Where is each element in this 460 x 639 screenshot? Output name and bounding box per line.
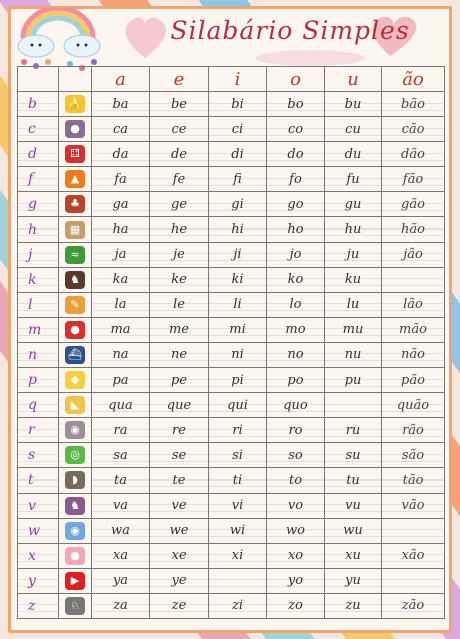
syllable-cell: va (92, 493, 150, 518)
syllable-cell (209, 568, 267, 593)
syllable-cell: gi (209, 192, 267, 217)
syllable-cell: we (150, 518, 209, 543)
picture-cell (59, 342, 92, 367)
zebra-icon: ♘ (65, 597, 85, 615)
consonant-cell: c (18, 117, 59, 142)
picture-cell (59, 393, 92, 418)
picture-cell (59, 568, 92, 593)
syllable-cell: fe (150, 167, 209, 192)
vowel-header-4: i (209, 67, 267, 92)
syllable-cell: to (267, 468, 325, 493)
syllable-cell (382, 267, 445, 292)
syllable-cell: no (267, 342, 325, 367)
syllable-cell: zão (382, 593, 445, 618)
consonant-cell: w (18, 518, 59, 543)
syllable-cell: ce (150, 117, 209, 142)
syllable-cell: nu (325, 342, 382, 367)
syllable-cell: ja (92, 242, 150, 267)
consonant-cell: t (18, 468, 59, 493)
consonant-cell: l (18, 292, 59, 317)
page-title: Silabário Simples (170, 16, 410, 45)
header-row (18, 67, 445, 92)
syllable-cell: ju (325, 242, 382, 267)
syllable-cell: vão (382, 493, 445, 518)
table-row (18, 242, 445, 267)
syllable-cell: ra (92, 418, 150, 443)
table-row (18, 167, 445, 192)
table-row (18, 593, 445, 618)
syllable-cell: quo (267, 393, 325, 418)
syllable-cell: wa (92, 518, 150, 543)
syllable-cell: yu (325, 568, 382, 593)
syllable-cell: se (150, 443, 209, 468)
syllable-cell: são (382, 443, 445, 468)
picture-cell (59, 418, 92, 443)
syllable-cell: ti (209, 468, 267, 493)
syllable-cell: wu (325, 518, 382, 543)
syllable-cell: cu (325, 117, 382, 142)
vowel-header-2: a (92, 67, 150, 92)
syllable-cell: vo (267, 493, 325, 518)
syllable-cell: vu (325, 493, 382, 518)
picture-cell (59, 468, 92, 493)
syllable-cell: fa (92, 167, 150, 192)
syllable-cell: di (209, 142, 267, 167)
syllable-cell: na (92, 342, 150, 367)
syllable-cell: xão (382, 543, 445, 568)
table-row (18, 317, 445, 342)
syllable-cell: si (209, 443, 267, 468)
syllable-cell: fu (325, 167, 382, 192)
dice-icon: ⚃ (65, 145, 85, 163)
syllable-cell: lo (267, 292, 325, 317)
table-row (18, 518, 445, 543)
syllable-cell: da (92, 142, 150, 167)
syllable-cell: ye (150, 568, 209, 593)
syllable-cell: mo (267, 317, 325, 342)
picture-cell (59, 292, 92, 317)
syllable-cell: te (150, 468, 209, 493)
cheese-icon: ◣ (65, 396, 85, 414)
syllable-cell: go (267, 192, 325, 217)
consonant-cell: v (18, 493, 59, 518)
syllable-cell: ke (150, 267, 209, 292)
syllable-cell: vi (209, 493, 267, 518)
syllable-cell: za (92, 593, 150, 618)
table-row (18, 342, 445, 367)
picture-cell (59, 92, 92, 117)
picture-cell (59, 117, 92, 142)
consonant-cell: f (18, 167, 59, 192)
duck-icon: ◆ (65, 371, 85, 389)
picture-cell (59, 192, 92, 217)
syllable-cell: je (150, 242, 209, 267)
table-row (18, 117, 445, 142)
syllable-cell: xa (92, 543, 150, 568)
syllable-cell: bi (209, 92, 267, 117)
syllable-cell: tão (382, 468, 445, 493)
consonant-cell: r (18, 418, 59, 443)
syllable-cell: jão (382, 242, 445, 267)
consonant-cell: q (18, 393, 59, 418)
syllable-cell: gão (382, 192, 445, 217)
syllable-cell: xe (150, 543, 209, 568)
vowel-header-5: o (267, 67, 325, 92)
syllable-cell: não (382, 342, 445, 367)
syllable-cell: ri (209, 418, 267, 443)
syllable-cell: mu (325, 317, 382, 342)
picture-cell (59, 217, 92, 242)
syllable-cell: pa (92, 368, 150, 393)
syllable-cell: wo (267, 518, 325, 543)
armadillo-icon: ◗ (65, 471, 85, 489)
picture-cell (59, 593, 92, 618)
header-blank-cell (18, 67, 59, 92)
syllable-cell: rão (382, 418, 445, 443)
table-row (18, 267, 445, 292)
table-row (18, 493, 445, 518)
syllable-cell (382, 518, 445, 543)
syllable-cell: ru (325, 418, 382, 443)
syllable-cell: que (150, 393, 209, 418)
table-row (18, 418, 445, 443)
syllable-cell: zo (267, 593, 325, 618)
picture-cell (59, 142, 92, 167)
picture-cell (59, 242, 92, 267)
hotel-icon: ▦ (65, 221, 85, 239)
cow-icon: ♞ (65, 497, 85, 515)
consonant-cell: j (18, 242, 59, 267)
syllable-cell: de (150, 142, 209, 167)
vowel-header-7: ão (382, 67, 445, 92)
table-row (18, 142, 445, 167)
syllable-cell: ji (209, 242, 267, 267)
syllable-cell: be (150, 92, 209, 117)
syllable-cell: su (325, 443, 382, 468)
apple-icon: ● (65, 321, 85, 339)
consonant-cell: m (18, 317, 59, 342)
syllable-cell: cão (382, 117, 445, 142)
syllable-table (17, 66, 445, 619)
syllable-cell: hão (382, 217, 445, 242)
syllable-cell: ve (150, 493, 209, 518)
consonant-cell: g (18, 192, 59, 217)
syllable-cell: he (150, 217, 209, 242)
syllable-cell (325, 393, 382, 418)
syllable-cell: co (267, 117, 325, 142)
syllable-cell: xo (267, 543, 325, 568)
syllable-cell: me (150, 317, 209, 342)
header-blank-cell (59, 67, 92, 92)
syllable-cell: zi (209, 593, 267, 618)
syllable-cell: hu (325, 217, 382, 242)
syllable-cell: ya (92, 568, 150, 593)
picture-cell (59, 518, 92, 543)
syllable-cell: ho (267, 217, 325, 242)
syllable-cell: fo (267, 167, 325, 192)
syllable-cell: mi (209, 317, 267, 342)
syllable-cell: ko (267, 267, 325, 292)
syllable-cell: ro (267, 418, 325, 443)
syllable-cell: gu (325, 192, 382, 217)
pencil-icon: ✎ (65, 296, 85, 314)
bull-icon: ♞ (65, 271, 85, 289)
syllable-cell: pe (150, 368, 209, 393)
table-row (18, 443, 445, 468)
syllable-cell: ci (209, 117, 267, 142)
ship-icon: ⛴ (65, 346, 85, 364)
syllable-cell: hi (209, 217, 267, 242)
syllable-cell: ze (150, 593, 209, 618)
syllable-cell: xi (209, 543, 267, 568)
syllable-cell: ma (92, 317, 150, 342)
alligator-icon: ≈ (65, 246, 85, 264)
frog-icon: ◎ (65, 446, 85, 464)
picture-cell (59, 543, 92, 568)
syllable-cell: yo (267, 568, 325, 593)
table-row (18, 192, 445, 217)
syllable-cell: ge (150, 192, 209, 217)
syllable-cell: lu (325, 292, 382, 317)
syllable-cell: po (267, 368, 325, 393)
consonant-cell: n (18, 342, 59, 367)
syllable-cell: qua (92, 393, 150, 418)
picture-cell (59, 267, 92, 292)
consonant-cell: z (18, 593, 59, 618)
syllable-cell: ku (325, 267, 382, 292)
syllable-cell: pu (325, 368, 382, 393)
banana-icon: 🍌 (65, 95, 85, 113)
syllable-cell: fão (382, 167, 445, 192)
vowel-header-6: u (325, 67, 382, 92)
syllable-cell: sa (92, 443, 150, 468)
syllable-cell: ta (92, 468, 150, 493)
syllable-cell: ne (150, 342, 209, 367)
consonant-cell: b (18, 92, 59, 117)
fire-icon: ▲ (65, 170, 85, 188)
syllable-cell: du (325, 142, 382, 167)
vowel-header-3: e (150, 67, 209, 92)
table-row (18, 568, 445, 593)
syllable-cell: ba (92, 92, 150, 117)
syllable-cell: la (92, 292, 150, 317)
syllable-cell: re (150, 418, 209, 443)
syllable-cell: li (209, 292, 267, 317)
syllable-cell: pão (382, 368, 445, 393)
picture-cell (59, 493, 92, 518)
syllable-cell: do (267, 142, 325, 167)
syllable-cell: xu (325, 543, 382, 568)
table-row (18, 292, 445, 317)
webcam-icon: ◉ (65, 522, 85, 540)
table-row (18, 468, 445, 493)
consonant-cell: x (18, 543, 59, 568)
mouse-icon: ◉ (65, 421, 85, 439)
syllable-cell: ga (92, 192, 150, 217)
syllable-cell: fi (209, 167, 267, 192)
syllable-cell: ni (209, 342, 267, 367)
syllable-cell: jo (267, 242, 325, 267)
consonant-cell: k (18, 267, 59, 292)
picture-cell (59, 443, 92, 468)
picture-cell (59, 167, 92, 192)
syllable-cell: pi (209, 368, 267, 393)
syllable-cell: so (267, 443, 325, 468)
syllable-cell: le (150, 292, 209, 317)
syllable-cell: quão (382, 393, 445, 418)
syllable-cell: bão (382, 92, 445, 117)
youtube-icon: ▶ (65, 572, 85, 590)
table-row (18, 217, 445, 242)
syllable-cell: qui (209, 393, 267, 418)
picture-cell (59, 317, 92, 342)
consonant-cell: s (18, 443, 59, 468)
consonant-cell: h (18, 217, 59, 242)
syllable-cell: ki (209, 267, 267, 292)
syllable-cell: ca (92, 117, 150, 142)
table-row (18, 92, 445, 117)
syllable-cell (382, 568, 445, 593)
syllable-cell: bu (325, 92, 382, 117)
consonant-cell: d (18, 142, 59, 167)
rooster-icon: ♣ (65, 195, 85, 213)
syllable-cell: bo (267, 92, 325, 117)
syllable-cell: dão (382, 142, 445, 167)
syllable-cell: ha (92, 217, 150, 242)
picture-cell (59, 368, 92, 393)
syllable-cell: wi (209, 518, 267, 543)
consonant-cell: y (18, 568, 59, 593)
syllable-cell: mão (382, 317, 445, 342)
consonant-cell: p (18, 368, 59, 393)
table-row (18, 368, 445, 393)
table-row (18, 393, 445, 418)
syllable-cell: lão (382, 292, 445, 317)
table-row (18, 543, 445, 568)
syllable-cell: zu (325, 593, 382, 618)
pig-icon: ● (65, 547, 85, 565)
owl-icon: ● (65, 120, 85, 138)
syllable-cell: ka (92, 267, 150, 292)
syllable-cell: tu (325, 468, 382, 493)
